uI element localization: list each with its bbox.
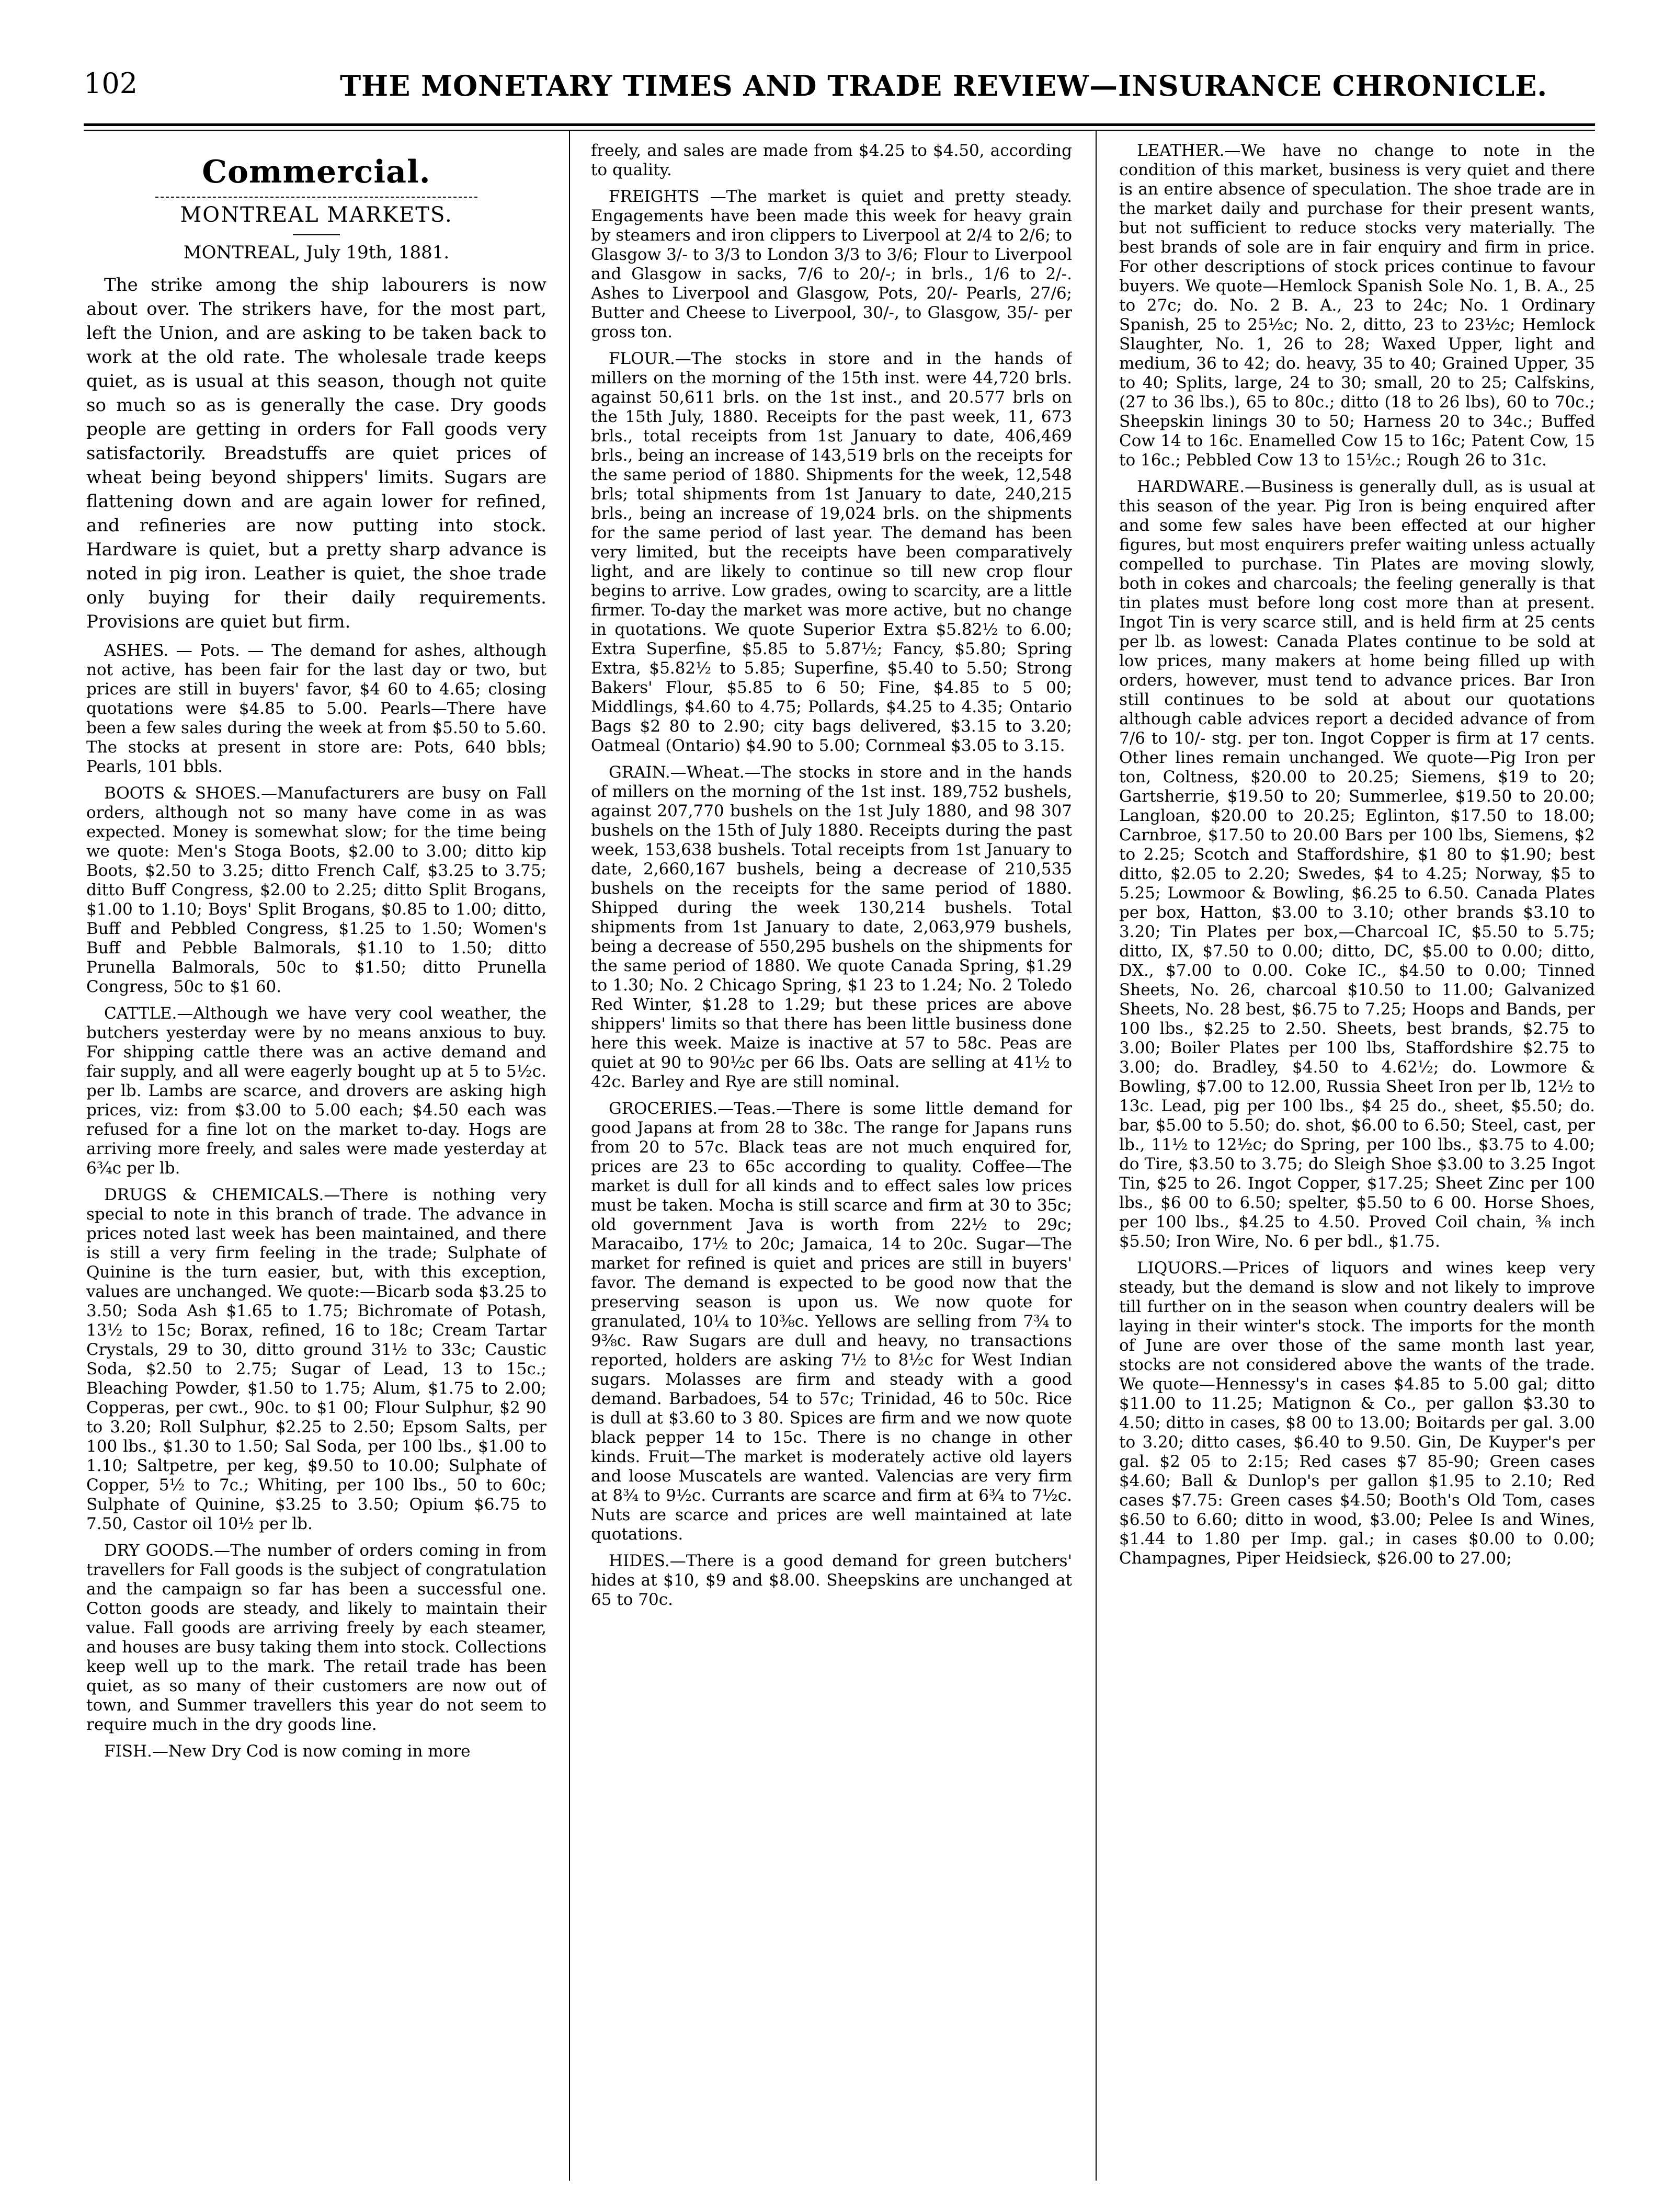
- ashes-paragraph: ASHES. — Pots. — The demand for ashes, although not active, has been fair for the last day or two, but prices are still in buyers' favor, $4 60 to 4.65; closing quotations were $4.85 to 5.00. Pearls—There have been a few sales during the week at from $5.50 to 5.60. The stocks at present in store are: Pots, 640 bbls; Pearls, 101 bbls.: [86, 641, 546, 776]
- column-3: [1119, 141, 1595, 2181]
- freights-paragraph: FREIGHTS —The market is quiet and pretty steady. Engagements have been made this week for heavy grain by steamers and iron clippers to Liverpool at 2/4 to 2/6; to Glasgow 3/- to 3/3 to London 3/3 to 3/6; Flour to Liverpool and Glasgow in sacks, 7/6 to 20/-; in brls., 1/6 to 2/-. Ashes to Liverpool and Glasgow, Pots, 20/- Pearls, 27/6; Butter and Cheese to Liverpool, 30/-, to Glasgow, 35/- per gross ton.: [591, 187, 1072, 341]
- grain-paragraph: GRAIN.—Wheat.—The stocks in store and in the hands of millers on the morning of the 1st inst. 189,752 bushels, against 207,770 bushels on the 1st July 1880, and 98 307 bushels on the 15th of July 1880. Receipts during the past week, 153,638 bushels. Total receipts from 1st January to date, 2,660,167 bushels, being a decrease of 210,535 bushels on the receipts for the same period of 1880. Shipped during the week 130,214 bushels. Total shipments from 1st January to date, 2,063,979 bushels, being a decrease of 550,295 bushels on the shipments for the same period of 1880. We quote Canada Spring, $1.29 to 1.30; No. 2 Chicago Spring, $1 23 to 1.24; No. 2 Toledo Red Winter, $1.28 to 1.29; but these prices are above shippers' limits so that there has been little business done here this week. Maize is inactive at 57 to 58c. Peas are quiet at 90 to 90½c per 66 lbs. Oats are selling at 41½ to 42c. Barley and Rye are still nominal.: [591, 763, 1072, 1091]
- column-divider: [569, 131, 570, 2181]
- flour-paragraph: FLOUR.—The stocks in store and in the hands of millers on the morning of the 15th inst. were 44,720 brls. against 50,611 brls. on the 1st inst., and 20.577 brls on the 15th July, 1880. Receipts for the past week, 11, 673 brls., total receipts from 1st January to date, 406,469 brls., being an increase of 143,519 brls on the receipts for the same period of 1880. Shipments for the week, 12,548 brls; total shipments from 1st January to date, 240,215 brls., being an increase of 19,024 brls. on the shipments for the same period of last year. The demand has been very limited, but the receipts have been comparatively light, and are likely to continue so till new crop flour begins to arrive. Low grades, owing to scarcity, are a little firmer. To-day the market was more active, but no change in quotations. We quote Superior Extra $5.82½ to 6.00; Extra Superfine, $5.85 to 5.87½; Fancy, $5.80; Spring Extra, $5.82½ to 5.85; Superfine, $5.40 to 5.50; Strong Bakers' Flour, $5.85 to 6 50; Fine, $4.85 to 5 00; Middlings, $4.60 to 4.75; Pollards, $4.25 to 4.35; Ontario Bags $2 80 to 2.90; city bags delivered, $3.15 to 3.20; Oatmeal (Ontario) $4.90 to 5.00; Cornmeal $3.05 to 3.15.: [591, 349, 1072, 755]
- market-report-title: MONTREAL MARKETS.: [180, 203, 453, 227]
- ornamental-rule: [155, 193, 477, 198]
- hides-paragraph: HIDES.—There is a good demand for green butchers' hides at $10, $9 and $8.00. Sheepskins are unchanged at 65 to 70c.: [591, 1552, 1072, 1609]
- groceries-paragraph: GROCERIES.—Teas.—There is some little demand for good Japans at from 28 to 38c. The range for Japans runs from 20 to 57c. Black teas are not much enquired for, prices are 23 to 65c according to quality. Coffee—The market is dull for all kinds and to effect sales low prices must be taken. Mocha is still scarce and firm at 30 to 35c; old government Java is worth from 22½ to 29c; Maracaibo, 17½ to 20c; Jamaica, 14 to 20c. Sugar—The market for refined is quiet and prices are still in buyers' favor. The demand is expected to be good now that the preserving season is upon us. We now quote for granulated, 10¼ to 10⅜c. Yellows are selling from 7¾ to 9⅜c. Raw Sugars are dull and heavy, no transactions reported, holders are asking 7½ to 8½c for West Indian sugars. Molasses are firm and steady with a good demand. Barbadoes, 54 to 57c; Trinidad, 46 to 50c. Rice is dull at $3.60 to 3 80. Spices are firm and we now quote black pepper 14 to 15c. There is no change in other kinds. Fruit—The market is moderately active old layers and loose Muscatels are wanted. Valencias are very firm at 8¾ to 9½c. Currants are scarce and firm at 6¾ to 7½c. Nuts are scarce and prices are well maintained at late quotations.: [591, 1099, 1072, 1544]
- fish-continued-paragraph: freely, and sales are made from $4.25 to $4.50, according to quality.: [591, 141, 1072, 179]
- column-divider: [1096, 131, 1097, 2181]
- summary-paragraph: The strike among the ship labourers is now about over. The strikers have, for the most part, left the Union, and are asking to be taken back to work at the old rate. The wholesale trade keeps quiet, as is usual at this season, though not quite so much so as is generally the case. Dry goods people are getting in orders for Fall goods very satisfactorily. Breadstuffs are quiet prices of wheat being beyond shippers' limits. Sugars are flattening down and are again lower for refined, and refineries are now putting into stock. Hardware is quiet, but a pretty sharp advance is noted in pig iron. Leather is quiet, the shoe trade only buying for their daily requirements. Provisions are quiet but firm.: [86, 275, 546, 632]
- header-rule-thin: [84, 130, 1595, 131]
- drugs-chemicals-paragraph: DRUGS & CHEMICALS.—There is nothing very special to note in this branch of trade. The advance in prices noted last week has been maintained, and there is still a very firm feeling in the trade; Sulphate of Quinine is the turn easier, but, with this exception, values are unchanged. We quote:—Bicarb soda $3.25 to 3.50; Soda Ash $1.65 to 1.75; Bichromate of Potash, 13½ to 15c; Borax, refined, 16 to 18c; Cream Tartar Crystals, 29 to 30, ditto ground 31½ to 33c; Caustic Soda, $2.50 to 2.75; Sugar of Lead, 13 to 15c.; Bleaching Powder, $1.50 to 1.75; Alum, $1.75 to 2.00; Copperas, per cwt., 90c. to $1 00; Flour Sulphur, $2 90 to 3.20; Roll Sulphur, $2.25 to 2.50; Epsom Salts, per 100 lbs., $1.30 to 1.50; Sal Soda, per 100 lbs., $1.00 to 1.10; Saltpetre, per keg, $9.50 to 10.00; Sulphate of Copper, 5½ to 7c.; Whiting, per 100 lbs., 50 to 60c; Sulphate of Quinine, $3.25 to 3.50; Opium $6.75 to 7.50, Castor oil 10½ per lb.: [86, 1185, 546, 1533]
- running-head: THE MONETARY TIMES AND TRADE REVIEW—INSURANCE CHRONICLE.: [340, 69, 1548, 102]
- liquors-paragraph: LIQUORS.—Prices of liquors and wines keep very steady, but the demand is slow and not likely to improve till further on in the season when country dealers will be laying in their winter's stock. The imports for the month of June are over those of the same month last year, stocks are not considered above the wants of the trade. We quote—Hennessy's in cases $4.85 to 5.00 gal; ditto $11.00 to 11.25; Matignon & Co., per gallon $3.30 to 4.50; ditto in cases, $8 00 to 13.00; Boitards per gal. 3.00 to 3.20; ditto cases, $6.40 to 9.50. Gin, De Kuyper's per gal. $2 05 to 2:15; Red cases $7 85-90; Green cases $4.60; Ball & Dunlop's per gallon $1.95 to 2.10; Red cases $7.75: Green cases $4.50; Booth's Old Tom, cases $6.50 to 6.60; ditto in wood, $3.00; Pelee Is and Wines, $1.44 to 1.80 per Imp. gal.; in cases $0.00 to 0.00; Champagnes, Piper Heidsieck, $26.00 to 27.00;: [1119, 1259, 1595, 1568]
- leather-paragraph: LEATHER.—We have no change to note in the condition of this market, business is very quiet and there is an entire absence of speculation. The shoe trade are in the market daily and purchase for their present wants, but not sufficient to reduce stocks very materially. The best brands of sole are in fair enquiry and firm in price. For other descriptions of stock prices continue to favour buyers. We quote—Hemlock Spanish Sole No. 1, B. A., 25 to 27c; do. No. 2 B. A., 23 to 24c; No. 1 Ordinary Spanish, 25 to 25½c; No. 2, ditto, 23 to 23½c; Hemlock Slaughter, No. 1, 26 to 28; Waxed Upper, light and medium, 36 to 42; do. heavy, 35 to 40; Grained Upper, 35 to 40; Splits, large, 24 to 30; small, 20 to 25; Calfskins, (27 to 36 lbs.), 65 to 80c.; ditto (18 to 26 lbs), 60 to 70c.; Sheepskin linings 30 to 50; Harness 20 to 34c.; Buffed Cow 14 to 16c. Enamelled Cow 15 to 16c; Patent Cow, 15 to 16c.; Pebbled Cow 13 to 15½c.; Rough 26 to 31c.: [1119, 141, 1595, 470]
- header-rule-thick: [84, 123, 1595, 126]
- boots-shoes-paragraph: BOOTS & SHOES.—Manufacturers are busy on Fall orders, although not so many have come in as was expected. Money is somewhat slow; for the time being we quote: Men's Stoga Boots, $2.00 to 3.00; ditto kip Boots, $2.50 to 3.25; ditto French Calf, $3.25 to 3.75; ditto Buff Congress, $2.00 to 2.25; ditto Split Brogans, $1.00 to 1.10; Boys' Split Brogans, $0.85 to 1.00; ditto, Buff and Pebbled Congress, $1.25 to 1.50; Women's Buff and Pebble Balmorals, $1.10 to 1.50; ditto Prunella Balmorals, 50c to $1.50; ditto Prunella Congress, 50c to $1 60.: [86, 784, 546, 996]
- dateline: MONTREAL, July 19th, 1881.: [183, 242, 450, 263]
- short-rule: [293, 234, 340, 235]
- cattle-paragraph: CATTLE.—Although we have very cool weather, the butchers yesterday were by no means anxious to buy. For shipping cattle there was an active demand and fair supply, and all were eagerly bought up at 5 to 5½c. per lb. Lambs are scarce, and drovers are asking high prices, viz: from $3.00 to 5.00 each; $4.50 each was refused for a fine lot on the market to-day. Hogs are arriving more freely, and sales were made yesterday at 6¾c per lb.: [86, 1004, 546, 1178]
- page-number: 102: [84, 67, 138, 100]
- dry-goods-paragraph: DRY GOODS.—The number of orders coming in from travellers for Fall goods is the subject of congratulation and the campaign so far has been a successful one. Cotton goods are steady, and likely to maintain their value. Fall goods are arriving freely by each steamer, and houses are busy taking them into stock. Collections keep well up to the mark. The retail trade has been quiet, as so many of their customers are now out of town, and Summer travellers this year do not seem to require much in the dry goods line.: [86, 1541, 546, 1734]
- column-2: [591, 141, 1072, 2181]
- fish-paragraph: FISH.—New Dry Cod is now coming in more: [104, 1742, 471, 1761]
- hardware-paragraph: HARDWARE.—Business is generally dull, as is usual at this season of the year. Pig Iron is being enquired after and some few sales have been effected at our higher figures, but most enquirers prefer waiting unless actually compelled to purchase. Tin Plates are moving slowly, both in cokes and charcoals; the feeling generally is that tin plates must before long cost more than at present. Ingot Tin is very scarce still, and is held firm at 25 cents per lb. as lowest: Canada Plates continue to be sold at low prices, many makers at home being filled up with orders, however, must tend to advance prices. Bar Iron still continues to be sold at about our quotations although cable advices report a decided advance of from 7/6 to 10/- stg. per ton. Ingot Copper is firm at 17 cents. Other lines remain unchanged. We quote—Pig Iron per ton, Coltness, $20.00 to 20.25; Siemens, $19 to 20; Gartsherrie, $19.50 to 20; Summerlee, $19.50 to 20.00; Langloan, $20.00 to 20.25; Eglinton, $17.50 to 18.00; Carnbroe, $17.50 to 20.00 Bars per 100 lbs, Siemens, $2 to 2.25; Scotch and Staffordshire, $1 80 to $1.90; best ditto, $2.05 to 2.20; Swedes, $4 to 4.25; Norway, $5 to 5.25; Lowmoor & Bowling, $6.25 to 6.50. Canada Plates per box, Hatton, $3.00 to 3.10; other brands $3.10 to 3.20; Tin Plates per box,—Charcoal IC, $5.50 to 5.75; ditto, IX, $7.50 to 0.00; ditto, DC, $5.00 to 0.00; ditto, DX., $7.00 to 0.00. Coke IC., $4.50 to 0.00; Tinned Sheets, No. 26, charcoal $10.50 to 11.00; Galvanized Sheets, No. 28 best, $6.75 to 7.25; Hoops and Bands, per 100 lbs., $2.25 to 2.50. Sheets, best brands, $2.75 to 3.00; Boiler Plates per 100 lbs, Staffordshire $2.75 to 3.00; do. Bradley, $4.50 to 4.62½; do. Lowmore & Bowling, $7.00 to 12.00, Russia Sheet Iron per lb, 12½ to 13c. Lead, pig per 100 lbs., $4 25 do., sheet, $5.50; do. bar, $5.00 to 5.50; do. shot, $6.00 to 6.50; Steel, cast, per lb., 11½ to 12½c; do Spring, per 100 lbs., $3.75 to 4.00; do Tire, $3.50 to 3.75; do Sleigh Shoe $3.00 to 3.25 Ingot Tin, $25 to 26. Ingot Copper, $17.25; Sheet Zinc per 100 lbs., $6 00 to 6.50; spelter, $5.50 to 6 00. Horse Shoes, per 100 lbs., $4.25 to 4.50. Proved Coil chain, ⅜ inch $5.50; Iron Wire, No. 6 per bdl., $1.75.: [1119, 477, 1595, 1251]
- column-1: [86, 141, 546, 2181]
- section-heading: Commercial.: [202, 154, 431, 190]
